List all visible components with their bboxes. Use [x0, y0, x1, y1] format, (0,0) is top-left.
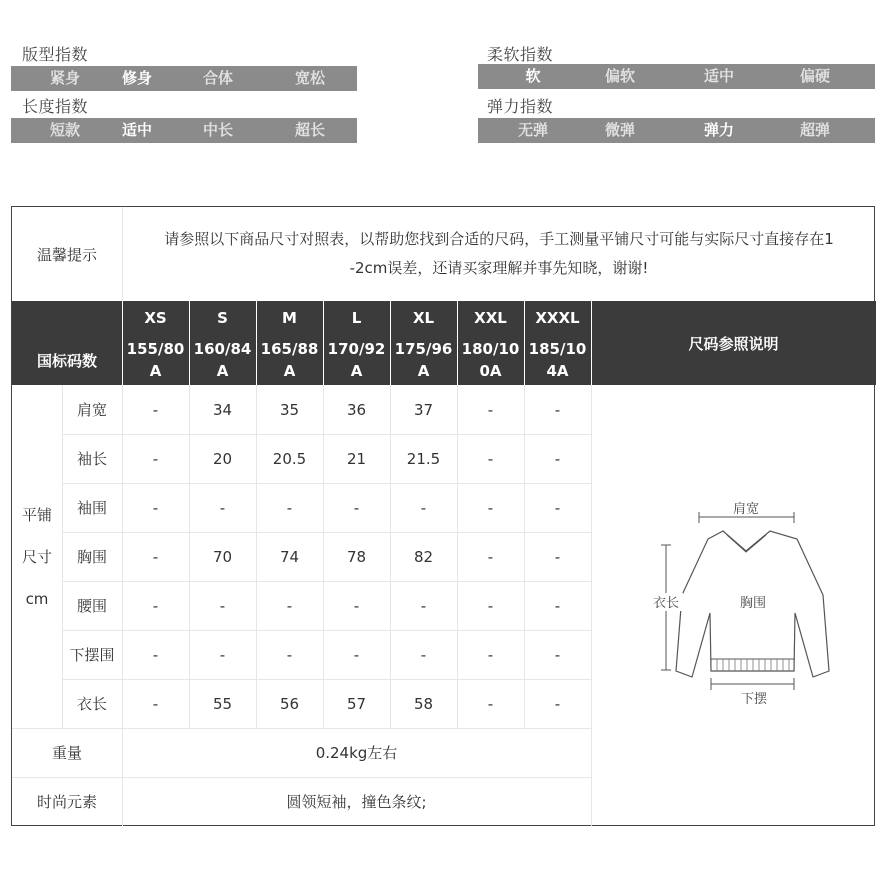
notice-text	[122, 207, 876, 301]
shoulder-width-label: 肩宽	[732, 502, 760, 517]
measurement-value: -	[554, 498, 561, 517]
measurement-value: -	[487, 400, 494, 419]
reference-label: 尺码参照说明	[591, 301, 876, 385]
measurement-value: -	[286, 498, 293, 517]
divider	[256, 385, 257, 728]
measurement-value: -	[487, 498, 494, 517]
measurement-value: -	[286, 645, 293, 664]
length-index-title: 长度指数	[22, 97, 89, 116]
measurement-value: -	[554, 694, 561, 713]
measurement-name: 衣长	[76, 695, 107, 713]
national-code-line: A	[149, 362, 162, 380]
style-label: 时尚元素	[36, 793, 97, 811]
weight-label: 重量	[51, 744, 82, 762]
sweater-illustration	[591, 385, 876, 728]
measurement-name: 袖长	[76, 450, 107, 468]
measurement-value: -	[152, 596, 159, 615]
measurement-value: 58	[413, 694, 434, 713]
measurement-value: -	[554, 596, 561, 615]
national-code-line: 180/10	[461, 340, 520, 358]
national-code-line: A	[417, 362, 430, 380]
measurement-value: -	[554, 400, 561, 419]
group-label-line-3: cm	[25, 589, 49, 608]
measurement-value: -	[420, 498, 427, 517]
measurement-value: 36	[346, 400, 367, 419]
divider	[62, 679, 591, 680]
softness-index-bar	[478, 64, 875, 89]
length-index-bar	[11, 118, 357, 143]
measurement-value: 37	[413, 400, 434, 419]
garment-diagram	[591, 385, 876, 728]
size-header-xl: XL	[390, 301, 457, 335]
length-option-medium: 适中	[121, 121, 152, 139]
measurement-value: -	[554, 645, 561, 664]
measurement-value: -	[152, 645, 159, 664]
national-code-line: 4A	[546, 362, 569, 380]
measurement-value: 57	[346, 694, 367, 713]
national-code-line: 0A	[479, 362, 502, 380]
softness-index-title: 柔软指数	[487, 45, 554, 64]
measurement-value: -	[487, 694, 494, 713]
national-code-line: A	[283, 362, 296, 380]
national-code-line: 160/84	[193, 340, 252, 358]
measurement-value: 78	[346, 547, 367, 566]
measurement-value: -	[487, 547, 494, 566]
size-header-s: S	[189, 301, 256, 335]
group-label-line-2: 尺寸	[21, 547, 52, 566]
fit-option-slim: 修身	[121, 69, 152, 87]
divider	[189, 301, 190, 385]
divider	[457, 385, 458, 728]
national-code-line: 170/92	[327, 340, 386, 358]
weight-value: 0.24kg左右	[315, 744, 398, 762]
length-option-mid-long: 中长	[202, 121, 233, 139]
measurement-name: 腰围	[76, 597, 107, 615]
national-code-xl	[390, 335, 457, 385]
softness-option-soft: 软	[525, 67, 541, 85]
elasticity-option-elastic: 弹力	[703, 121, 734, 139]
fit-index-title: 版型指数	[22, 45, 89, 64]
divider	[323, 301, 324, 385]
divider	[62, 532, 591, 533]
measurement-value: -	[152, 400, 159, 419]
divider	[62, 483, 591, 484]
softness-option-slightly-soft: 偏软	[604, 67, 635, 85]
divider	[457, 301, 458, 385]
divider	[591, 301, 592, 385]
measurement-value: -	[554, 449, 561, 468]
measurement-value: 70	[212, 547, 233, 566]
measurement-value: -	[353, 645, 360, 664]
chest-label: 胸围	[739, 596, 767, 611]
national-code-line: 175/96	[394, 340, 453, 358]
measurement-value: 74	[279, 547, 300, 566]
measurement-value: -	[152, 498, 159, 517]
fit-index-bar	[11, 66, 357, 91]
fit-option-loose: 宽松	[294, 69, 325, 87]
measurement-name: 肩宽	[76, 401, 107, 419]
size-header-xxxl: XXXL	[524, 301, 591, 335]
measurement-value: -	[152, 547, 159, 566]
measurement-value: -	[487, 596, 494, 615]
national-code-line: 155/80	[126, 340, 185, 358]
national-code-line: A	[350, 362, 363, 380]
fit-option-tight: 紧身	[49, 69, 80, 87]
divider	[62, 581, 591, 582]
measurement-value: -	[554, 547, 561, 566]
fit-option-regular: 合体	[202, 69, 233, 87]
notice-line-1: 请参照以下商品尺寸对照表，以帮助您找到合适的尺码，手工测量平铺尺寸可能与实际尺寸直接存在1	[164, 230, 834, 248]
divider	[122, 728, 123, 826]
measurement-value: 82	[413, 547, 434, 566]
measurement-value: -	[219, 498, 226, 517]
elasticity-option-none: 无弹	[517, 121, 548, 139]
divider	[122, 301, 123, 385]
measurement-value: 56	[279, 694, 300, 713]
size-header-l: L	[323, 301, 390, 335]
national-code-m	[256, 335, 323, 385]
softness-option-medium: 适中	[703, 67, 734, 85]
measurement-value: 34	[212, 400, 233, 419]
measurement-value: -	[420, 645, 427, 664]
national-code-l	[323, 335, 390, 385]
national-code-xs	[122, 335, 189, 385]
measurement-value: 21	[346, 449, 367, 468]
size-header-xxl: XXL	[457, 301, 524, 335]
measurement-value: -	[487, 645, 494, 664]
measurement-value: -	[152, 449, 159, 468]
divider	[62, 385, 63, 728]
measurement-value: -	[219, 596, 226, 615]
divider	[524, 385, 525, 728]
measurement-value: 55	[212, 694, 233, 713]
divider	[390, 385, 391, 728]
divider	[524, 301, 525, 385]
national-code-line: 185/10	[528, 340, 587, 358]
hem-label: 下摆	[740, 692, 768, 707]
measurement-name: 胸围	[76, 548, 107, 566]
elasticity-option-slight: 微弹	[604, 121, 635, 139]
elasticity-index-bar	[478, 118, 875, 143]
flat-size-group-label	[12, 385, 62, 728]
measurement-value: -	[353, 596, 360, 615]
notice-label: 温馨提示	[36, 245, 97, 264]
elasticity-index-title: 弹力指数	[487, 97, 554, 116]
measurement-value: 20	[212, 449, 233, 468]
national-code-xxxl	[524, 335, 591, 385]
measurement-value: -	[420, 596, 427, 615]
size-table	[11, 206, 875, 826]
national-code-label: 国标码数	[12, 335, 122, 385]
divider	[390, 301, 391, 385]
measurement-value: -	[487, 449, 494, 468]
elasticity-option-super: 超弹	[799, 121, 830, 139]
divider	[256, 301, 257, 385]
measurement-name: 袖围	[76, 499, 107, 517]
measurement-value: 35	[279, 400, 300, 419]
national-code-xxl	[457, 335, 524, 385]
divider	[122, 385, 123, 728]
divider	[189, 385, 190, 728]
divider	[591, 385, 592, 826]
length-option-extra-long: 超长	[294, 121, 325, 139]
divider	[62, 630, 591, 631]
length-option-short: 短款	[49, 121, 80, 139]
measurement-value: -	[353, 498, 360, 517]
style-value: 圆领短袖，撞色条纹;	[286, 793, 427, 811]
measurement-name: 下摆围	[69, 646, 115, 664]
size-header-m: M	[256, 301, 323, 335]
measurement-value: -	[219, 645, 226, 664]
national-code-line: A	[216, 362, 229, 380]
divider	[62, 434, 591, 435]
length-label: 衣长	[652, 596, 680, 611]
measurement-value: 20.5	[272, 449, 307, 468]
measurement-value: -	[286, 596, 293, 615]
softness-option-slightly-hard: 偏硬	[799, 67, 830, 85]
divider	[323, 385, 324, 728]
measurement-value: -	[152, 694, 159, 713]
national-code-line: 165/88	[260, 340, 319, 358]
notice-line-2: -2cm误差，还请买家理解并事先知晓，谢谢!	[349, 259, 649, 277]
group-label-line-1: 平铺	[21, 505, 52, 524]
measurement-value: 21.5	[406, 449, 441, 468]
national-code-s	[189, 335, 256, 385]
size-header-xs: XS	[122, 301, 189, 335]
